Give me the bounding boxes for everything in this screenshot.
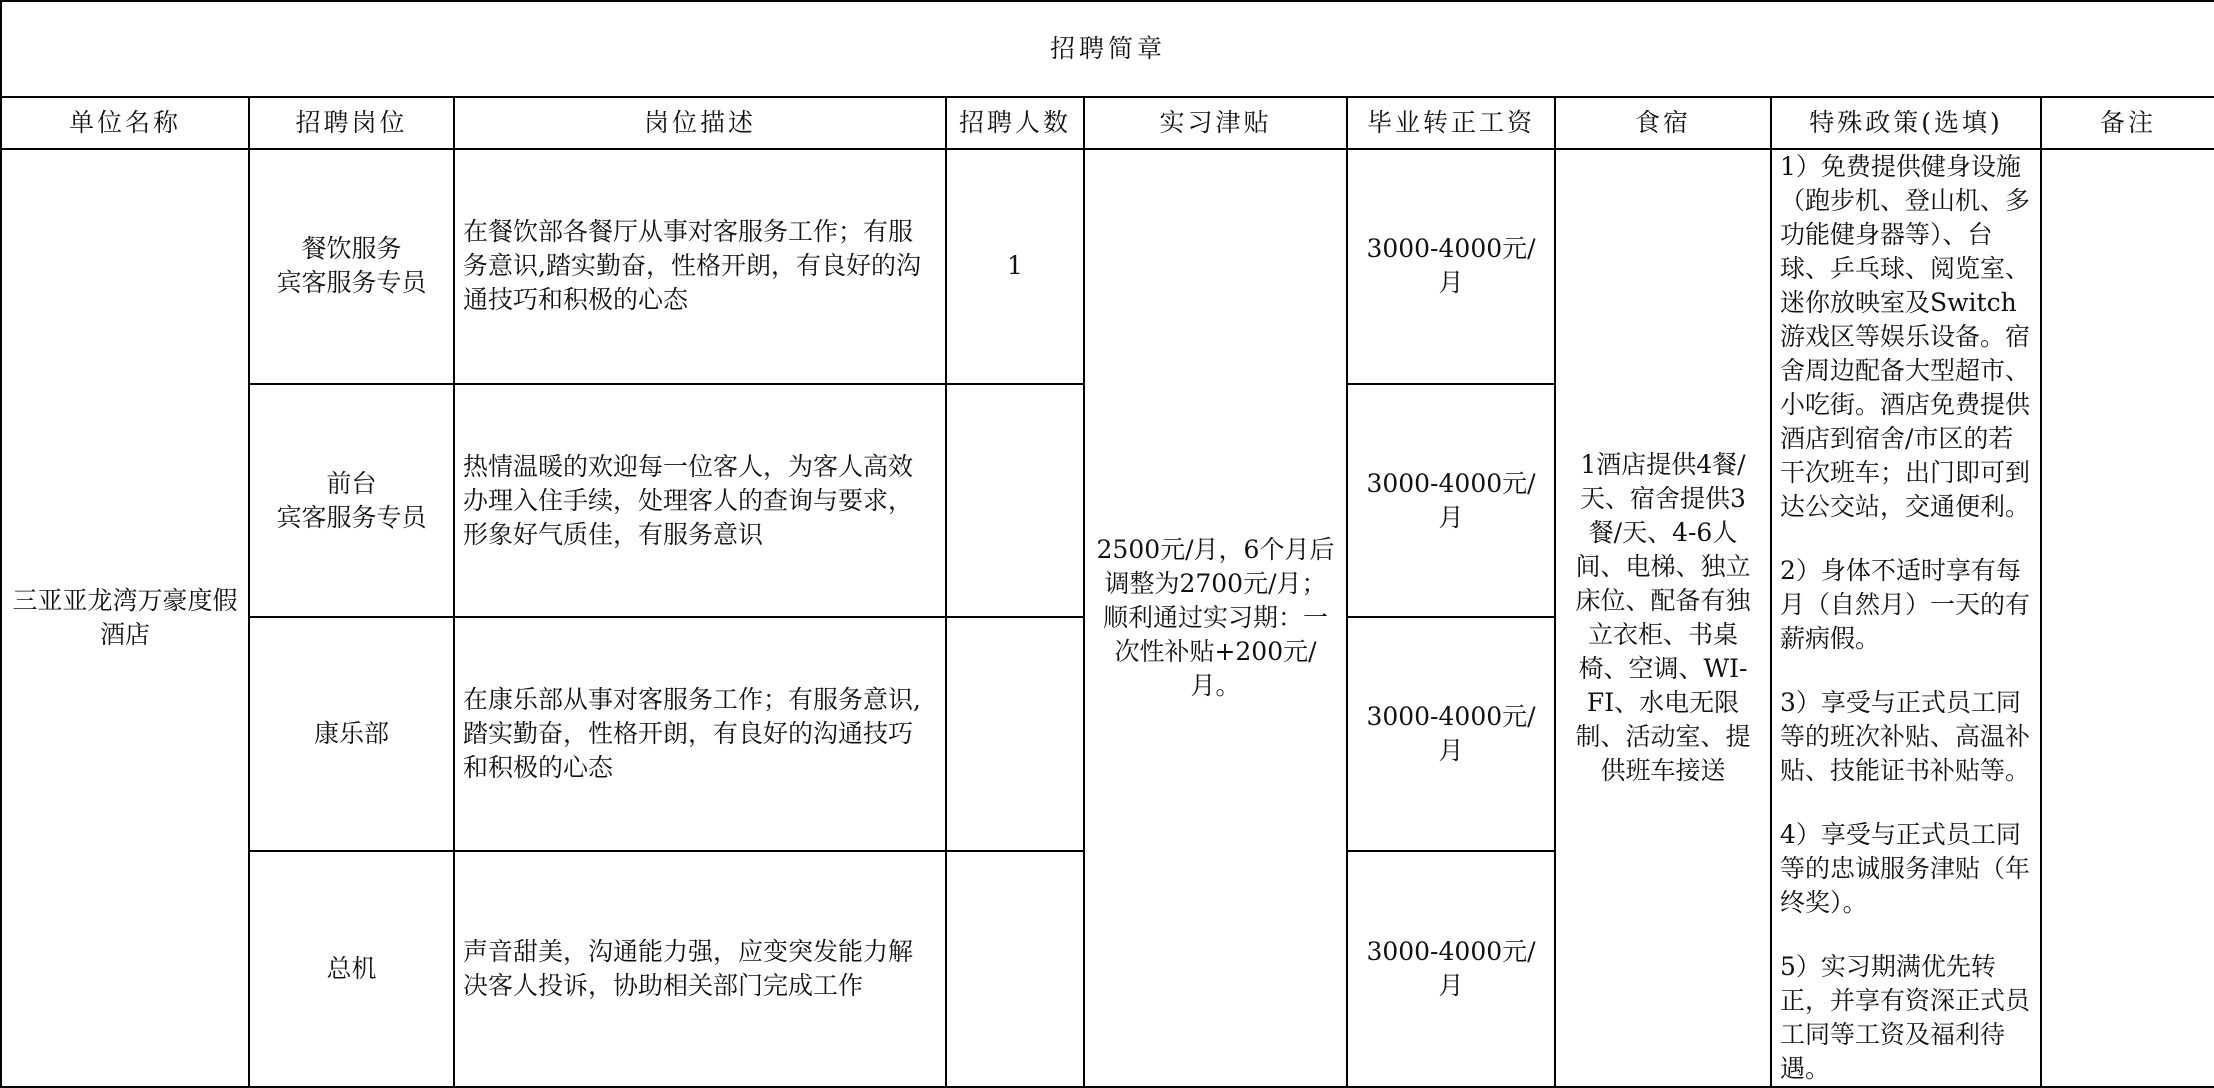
regular-salary: 3000-4000元/月 (1347, 384, 1555, 618)
header-count: 招聘人数 (946, 97, 1084, 149)
header-policy: 特殊政策(选填) (1771, 97, 2041, 149)
header-row (1, 97, 2214, 149)
position-description: 在康乐部从事对客服务工作；有服务意识,踏实勤奋，性格开朗，有良好的沟通技巧和积极的心态 (454, 617, 946, 851)
policy-item: 2）身体不适时享有每月（自然月）一天的有薪病假。 (1780, 556, 2031, 653)
company-name: 三亚亚龙湾万豪度假酒店 (1, 149, 249, 1087)
position-cell (249, 617, 454, 851)
hire-count (946, 617, 1084, 851)
position-subtitle: 宾客服务专员 (276, 268, 427, 298)
hire-count (946, 851, 1084, 1087)
board-and-lodging: 1酒店提供4餐/天、宿舍提供3餐/天、4-6人间、电梯、独立床位、配备有独立衣柜、书桌椅、空调、WI-FI、水电无限制、活动室、提供班车接送 (1555, 149, 1771, 1087)
position-description: 在餐饮部各餐厅从事对客服务工作；有服务意识,踏实勤奋，性格开朗，有良好的沟通技巧和积极的心态 (454, 149, 946, 384)
policy-item: 3）享受与正式员工同等的班次补贴、高温补贴、技能证书补贴等。 (1780, 688, 2031, 785)
position-name: 前台 (326, 468, 377, 498)
header-position: 招聘岗位 (249, 97, 454, 149)
position-name: 餐饮服务 (301, 234, 402, 264)
policy-item: 1）免费提供健身设施（跑步机、登山机、多功能健身器等）、台球、乒乓球、阅览室、迷你放映室及Switch游戏区等娱乐设备。宿舍周边配备大型超市、小吃街。酒店免费提供酒店到宿舍/市区的若干次班车；出门即可到达公交站，交通便利。 (1780, 152, 2031, 521)
special-policies (1771, 149, 2041, 1087)
hire-count (946, 384, 1084, 618)
position-cell (249, 149, 454, 384)
header-allowance: 实习津贴 (1084, 97, 1347, 149)
header-company: 单位名称 (1, 97, 249, 149)
policy-item: 4）享受与正式员工同等的忠诚服务津贴（年终奖）。 (1780, 820, 2031, 917)
position-subtitle: 宾客服务专员 (276, 502, 427, 532)
header-description: 岗位描述 (454, 97, 946, 149)
sheet-title: 招聘简章 (1, 1, 2214, 97)
header-board: 食宿 (1555, 97, 1771, 149)
position-name: 总机 (326, 954, 377, 983)
regular-salary: 3000-4000元/月 (1347, 149, 1555, 384)
header-salary: 毕业转正工资 (1347, 97, 1555, 149)
policy-item: 5）实习期满优先转正，并享有资深正式员工同等工资及福利待遇。 (1780, 952, 2031, 1083)
regular-salary: 3000-4000元/月 (1347, 617, 1555, 851)
regular-salary: 3000-4000元/月 (1347, 851, 1555, 1087)
position-description: 声音甜美，沟通能力强，应变突发能力解决客人投诉，协助相关部门完成工作 (454, 851, 946, 1087)
position-description: 热情温暖的欢迎每一位客人，为客人高效办理入住手续，处理客人的查询与要求，形象好气质佳，有服务意识 (454, 384, 946, 618)
position-name: 康乐部 (313, 719, 389, 749)
position-cell (249, 384, 454, 618)
hire-count: 1 (946, 149, 1084, 384)
position-cell (249, 851, 454, 1087)
header-remarks: 备注 (2041, 97, 2214, 149)
remarks (2041, 149, 2214, 1087)
internship-allowance: 2500元/月，6个月后调整为2700元/月；顺利通过实习期：一次性补贴+200元/月。 (1084, 149, 1347, 1087)
table-row (1, 149, 2214, 384)
